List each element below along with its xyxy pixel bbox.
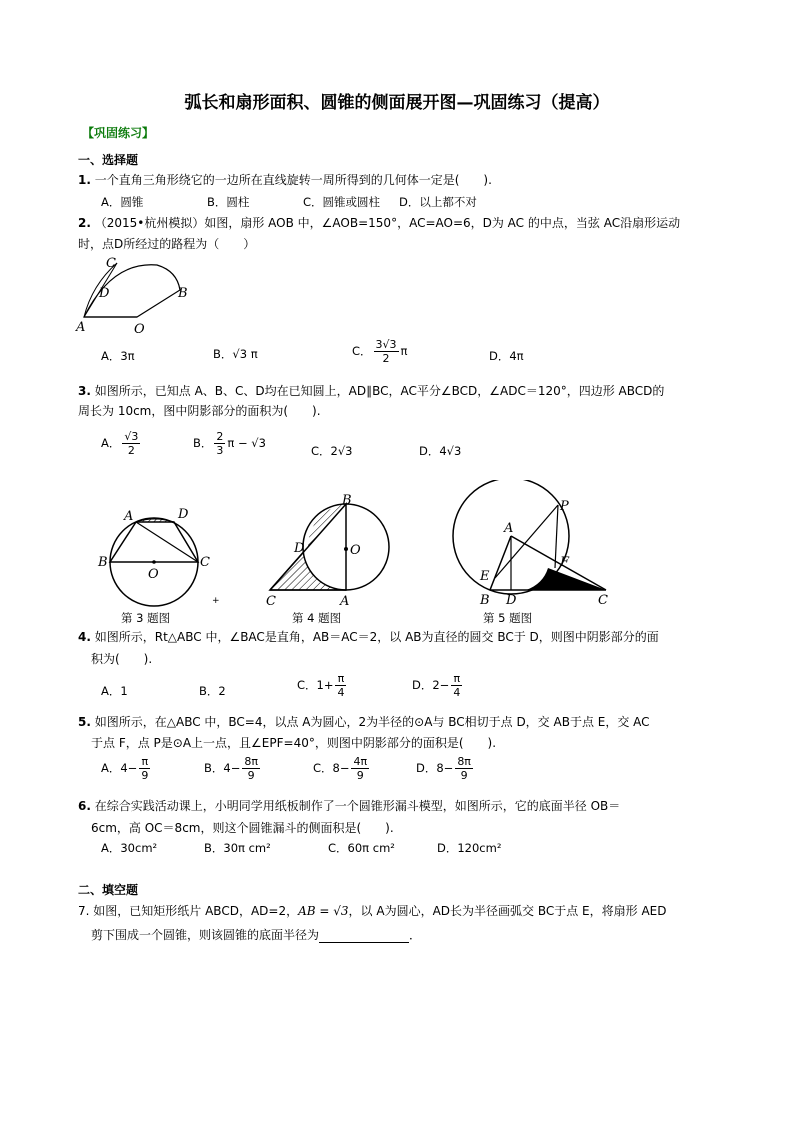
question-7 <box>78 901 666 921</box>
question-number: 2. <box>78 216 91 230</box>
denominator: 9 <box>141 769 149 782</box>
figure-5 <box>448 480 618 608</box>
q2-option-a: A．3π <box>101 349 135 363</box>
numerator: 3√3 <box>375 338 397 351</box>
q2-option-c <box>352 338 407 365</box>
question-6-line2: 6cm，高 OC＝8cm，则这个圆锥漏斗的侧面积是( ). <box>91 821 394 835</box>
question-3 <box>78 381 664 401</box>
label-d: D <box>506 593 517 608</box>
numerator: 4π <box>353 755 368 768</box>
option-prefix: B． <box>193 436 213 450</box>
part1-heading: 一、选择题 <box>78 153 139 167</box>
q5-option-a <box>101 755 152 782</box>
option-prefix: A．4− <box>101 761 138 775</box>
numerator: π <box>451 672 462 686</box>
inline-math: AB = √3 <box>298 904 349 918</box>
fraction <box>351 755 369 782</box>
denominator: 4 <box>453 686 461 699</box>
q6-option-d: D．120cm² <box>437 841 502 855</box>
label-a: A <box>76 320 86 335</box>
q2-sector-figure <box>72 255 202 335</box>
q1-option-a: A．圆锥 <box>101 195 144 209</box>
option-prefix: A． <box>101 436 121 450</box>
numerator: 8π <box>457 755 471 768</box>
quadrilateral-abcd <box>110 522 198 562</box>
q1-option-b: B．圆柱 <box>207 195 250 209</box>
label-d: D <box>99 286 110 301</box>
numerator: 8π <box>244 755 258 768</box>
denominator: 2 <box>382 352 390 365</box>
q5-option-c <box>313 755 371 782</box>
q3-option-c: C．2√3 <box>311 444 353 458</box>
option-prefix: C．1+ <box>297 678 334 692</box>
q3-option-d: D．4√3 <box>419 444 462 458</box>
label-b: B <box>98 555 108 570</box>
q6-option-a: A．30cm² <box>101 841 158 855</box>
label-f: F <box>560 555 570 570</box>
question-text: 剪下围成一个圆锥，则该圆锥的底面半径为 <box>91 928 320 942</box>
question-text: 如图，已知矩形纸片 ABCD，AD=2， <box>93 904 299 918</box>
question-number: 1. <box>78 173 91 187</box>
figure-4 <box>262 492 392 610</box>
option-prefix: C．8− <box>313 761 350 775</box>
shaded-region <box>526 568 606 590</box>
fig5-caption: 第 5 题图 <box>483 611 533 625</box>
period: ． <box>409 928 422 942</box>
fraction <box>139 755 150 782</box>
fraction <box>242 755 260 782</box>
denominator: 2 <box>127 444 135 457</box>
diagonal-ac <box>136 522 198 562</box>
center-dot <box>344 547 348 551</box>
denominator: 9 <box>356 769 364 782</box>
label-a: A <box>124 509 134 524</box>
question-number: 5. <box>78 715 91 729</box>
fraction <box>451 672 462 699</box>
option-prefix: D．8− <box>416 761 454 775</box>
fig4-caption: 第 4 题图 <box>292 611 342 625</box>
q2-option-d: D．4π <box>489 349 524 363</box>
denominator: 9 <box>460 769 468 782</box>
question-text: （2015•杭州模拟）如图，扇形 AOB 中，∠AOB=150°，AC=AO=6，D为 AC 的中点，当弦 AC沿扇形运动 <box>94 216 681 230</box>
fig3-caption: 第 3 题图 <box>121 611 171 625</box>
fraction <box>455 755 473 782</box>
answer-blank[interactable] <box>319 930 409 943</box>
q4-option-d <box>412 672 464 699</box>
figure-3 <box>96 500 216 610</box>
label-o: O <box>350 543 361 558</box>
numerator: π <box>335 672 346 686</box>
question-text: 如图所示，在△ABC 中，BC=4，以点 A为圆心，2为半径的⊙A与 BC相切于点 D，交 AB于点 E，交 AC <box>94 715 650 729</box>
question-2-line2: 时，点D所经过的路程为（ ） <box>78 237 256 251</box>
question-number: 7. <box>78 904 90 918</box>
fraction <box>374 338 399 365</box>
question-4 <box>78 627 659 647</box>
question-5-line2: 于点 F，点 P是⊙A上一点，且∠EPF=40°，则图中阴影部分的面积是( ). <box>91 736 497 750</box>
q4-option-a: A．1 <box>101 684 128 698</box>
fraction <box>214 430 225 457</box>
q1-option-d: D．以上都不对 <box>399 195 477 209</box>
label-a: A <box>504 521 514 536</box>
label-o: O <box>134 322 145 335</box>
question-number: 3. <box>78 384 91 398</box>
line-pf <box>555 505 558 568</box>
option-suffix: π <box>400 344 408 358</box>
question-text: 在综合实践活动课上，小明同学用纸板制作了一个圆锥形漏斗模型，如图所示，它的底面半径 OB＝ <box>94 799 621 813</box>
question-text: 如图所示，已知点 A、B、C、D均在已知圆上，AD∥BC，AC平分∠BCD，∠ADC＝120°，四边形 ABCD的 <box>94 384 665 398</box>
label-a: A <box>340 594 350 609</box>
q3-option-a <box>101 430 142 457</box>
part2-heading: 二、填空题 <box>78 883 139 897</box>
q4-option-b: B．2 <box>199 684 226 698</box>
option-suffix: π − √3 <box>227 436 266 450</box>
label-c: C <box>106 256 116 271</box>
question-1 <box>78 170 492 190</box>
section-tag: 【巩固练习】 <box>82 126 155 140</box>
denominator: 3 <box>216 444 224 457</box>
numerator: 2 <box>216 430 224 443</box>
label-p: P <box>560 499 569 514</box>
q3-option-b <box>193 430 266 457</box>
label-c: C <box>266 594 276 609</box>
line-pe <box>495 505 558 578</box>
q4-option-c <box>297 672 348 699</box>
q1-option-c: C．圆锥或圆柱 <box>303 195 381 209</box>
q6-option-c: C．60π cm² <box>328 841 395 855</box>
numerator: π <box>139 755 150 769</box>
label-c: C <box>200 555 210 570</box>
question-text-cont: ，以 A为圆心，AD长为半径画弧交 BC于点 E，将扇形 AED <box>348 904 667 918</box>
label-c: C <box>598 593 608 608</box>
q6-option-b: B．30π cm² <box>204 841 271 855</box>
option-prefix: B．4− <box>204 761 241 775</box>
label-e: E <box>480 569 490 584</box>
question-3-line2: 周长为 10cm，图中阴影部分的面积为( ). <box>78 404 321 418</box>
option-prefix: B． <box>213 347 233 361</box>
label-b: B <box>178 286 188 301</box>
option-prefix: C． <box>352 344 372 358</box>
question-5 <box>78 712 650 732</box>
label-b: B <box>480 593 490 608</box>
option-math: √3 π <box>232 347 258 361</box>
q5-option-d <box>416 755 475 782</box>
stray-mark: + <box>212 596 220 606</box>
label-b: B <box>342 493 352 508</box>
page-title: 弧长和扇形面积、圆锥的侧面展开图—巩固练习（提高） <box>184 93 610 113</box>
denominator: 4 <box>337 686 345 699</box>
question-4-line2: 积为( ). <box>91 652 153 666</box>
question-7-line2 <box>91 926 421 943</box>
fraction <box>335 672 346 699</box>
question-6 <box>78 796 620 816</box>
label-d: D <box>178 507 189 522</box>
numerator: √3 <box>124 430 139 443</box>
option-prefix: D．2− <box>412 678 450 692</box>
question-number: 6. <box>78 799 91 813</box>
q5-option-b <box>204 755 262 782</box>
label-d: D <box>294 541 305 556</box>
question-text: 一个直角三角形绕它的一边所在直线旋转一周所得到的几何体一定是( ). <box>94 173 492 187</box>
q2-option-b <box>213 346 258 362</box>
question-text: 如图所示，Rt△ABC 中，∠BAC是直角，AB＝AC＝2，以 AB为直径的圆交 BC于 D，则图中阴影部分的面 <box>94 630 659 644</box>
question-number: 4. <box>78 630 91 644</box>
denominator: 9 <box>247 769 255 782</box>
fraction <box>122 430 140 457</box>
label-o: O <box>148 567 159 582</box>
question-2 <box>78 213 680 233</box>
center-dot <box>152 560 156 564</box>
